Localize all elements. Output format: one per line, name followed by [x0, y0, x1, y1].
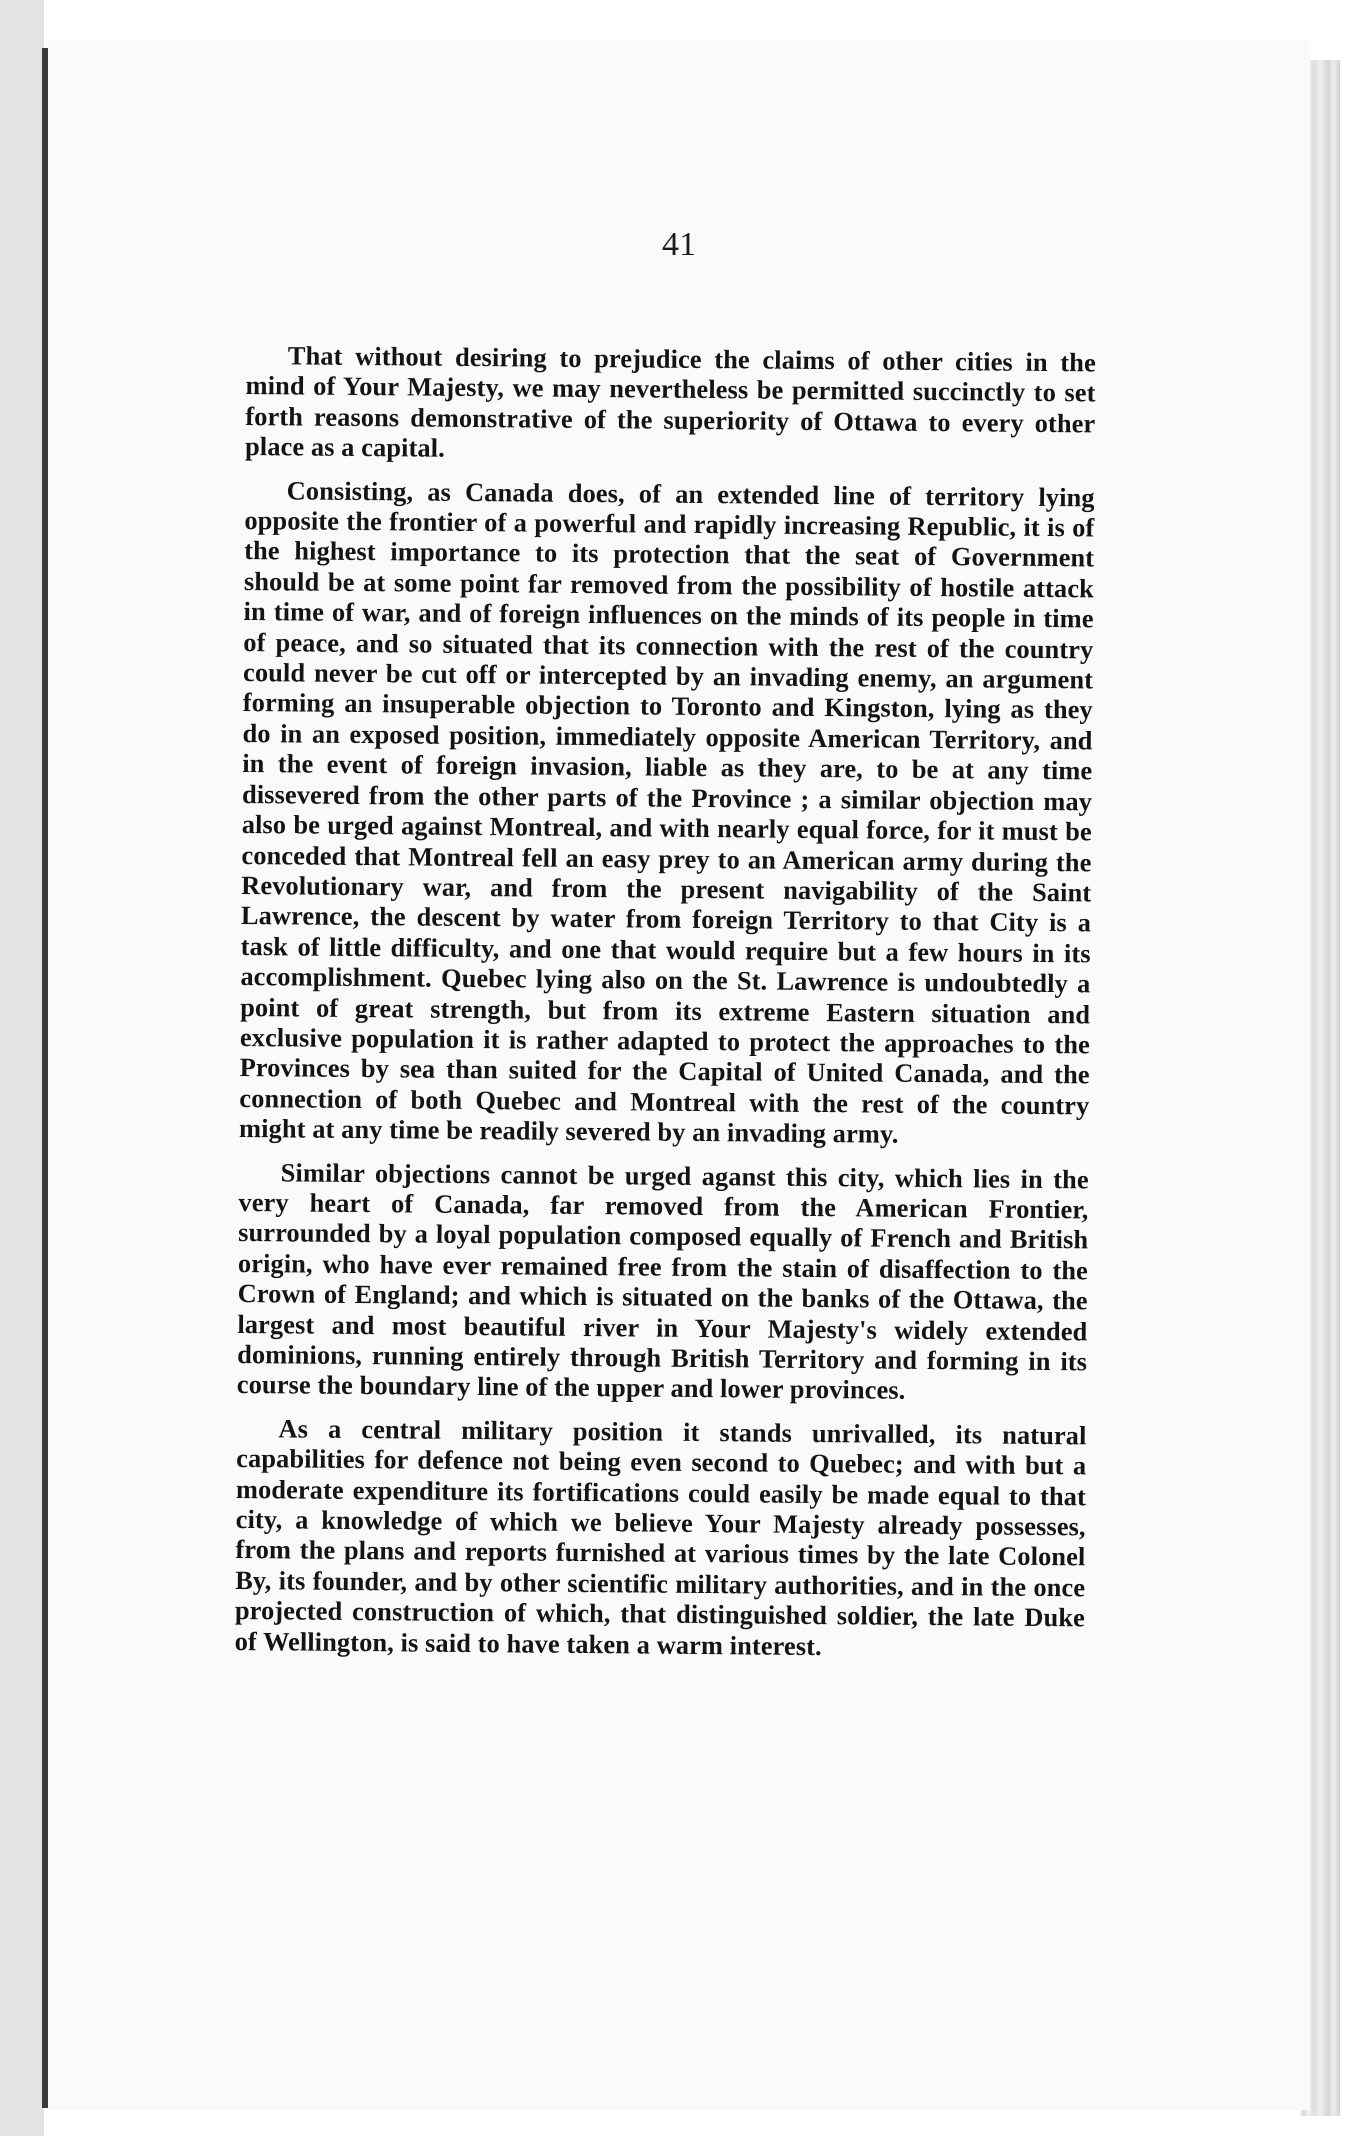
page-number: 41	[662, 226, 696, 263]
book-page	[48, 40, 1310, 2110]
paragraph-defence-argument: Consisting, as Canada does, of an extended line of territory lying opposite the frontier of a powerful and rapidly increasing Republic, it is of the highest importance to its protection that the seat of Government should be at some point far removed from the possibility of hostile attack in time of war, and of foreign influences on the minds of its people in time of peace, and so situated that its connection with the rest of the country could never be cut off or intercepted by an invading enemy, an argument forming an insuperable objection to Toronto and Kingston, lying as they do in an exposed position, immediately opposite American Territory, and in the event of foreign invasion, liable as they are, to be at any time dissevered from the other parts of the Province ; a similar objection may also be urged against Montreal, and with nearly equal force, for it must be conceded that Montreal fell an easy prey to an American army during the Revolutionary war, and from the present navigability of the Saint Lawrence, the descent by water from foreign Territory to that City is a task of little difficulty, and one that would require but a few hours in its accomplishment. Quebec lying also on the St. Lawrence is undoubtedly a point of great strength, but from its extreme Eastern situation and exclusive population it is rather adapted to protect the approaches to the Provinces by sea than suited for the Capital of United Canada, and the connection of both Quebec and Montreal with the rest of the country might at any time be readily severed by an invading army.	[238, 474, 1095, 1149]
paragraph-ottawa-claims: That without desiring to prejudice the claims of other cities in the mind of Your Majesty, we may nevertheless be permitted succinctly to set forth reasons demonstrative of the superiority of Ottawa to every other place as a capital.	[244, 340, 1096, 463]
paragraph-military-position: As a central military position it stands unrivalled, its natural capabilities for defence not being even second to Quebec; and with but a moderate expenditure its fortifications could easily be made equal to that city, a knowledge of which we believe Your Majesty already possesses, from the plans and reports furnished at various times by the late Colonel By, its founder, and by other scientific military authorities, and in the once projected construction of which, that distinguished soldier, the late Duke of Wellington, is said to have taken a warm interest.	[234, 1413, 1087, 1661]
body-text	[234, 340, 1096, 1676]
paragraph-similar-objections: Similar objections cannot be urged aganst this city, which lies in the very heart of Canada, far removed from the American Frontier, surrounded by a loyal population composed equally of French and British origin, who have ever remained free from the stain of disaffection to the Crown of England; and which is situated on the banks of the Ottawa, the largest and most beautiful river in Your Majesty's widely extended dominions, running entirely through British Territory and forming in its course the boundary line of the upper and lower provinces.	[236, 1156, 1089, 1406]
scan-left-margin	[0, 0, 44, 2136]
